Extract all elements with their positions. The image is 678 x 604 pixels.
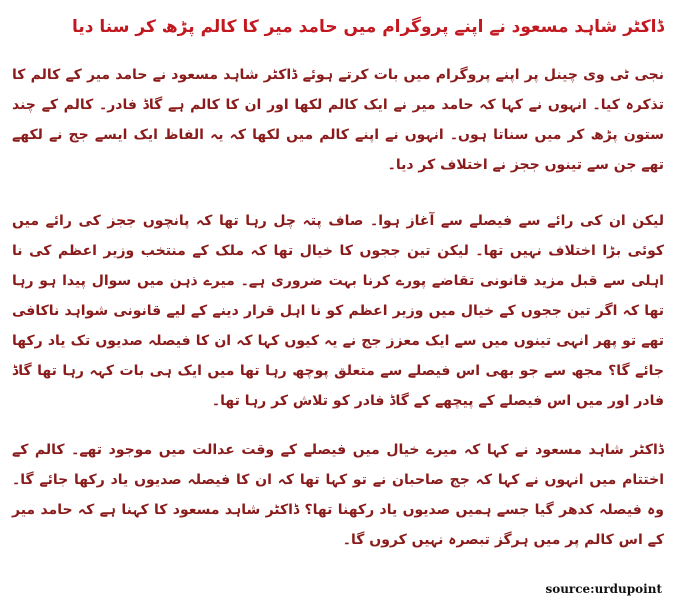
article-paragraph-2: لیکن ان کی رائے سے فیصلے سے آغاز ہوا۔ صاف پتہ چل رہا تھا کہ پانچوں ججز کی رائے میں کوئی بڑا اختلاف نہیں تھا۔ لیکن تین ججوں کا خیال تھا کہ ملک کے منتخب وزیر اعظم کی نا اہلی سے قبل مزید قانونی تقاضے پورے کرنا بہت ضروری ہے۔ میرے ذہن میں سوال پیدا ہو رہا تھا کہ اگر تین ججوں کے خیال میں وزیر اعظم کو نا اہل قرار دینے کے لیے قانونی شواہد ناکافی تھے تو پھر انہی تینوں میں سے ایک معزز جج نے یہ کیوں کہا کہ ان کا فیصلہ صدیوں تک یاد رکھا جائے گا؟ مجھ سے جو بھی اس فیصلے سے متعلق پوچھ رہا تھا میں ایک ہی بات کہہ رہا تھا گاڈ فادر اور میں اس فیصلے کے پیچھے کے گاڈ فادر کو تلاش کر رہا تھا۔	[12, 213, 664, 409]
article-paragraph-1: نجی ٹی وی چینل پر اپنے پروگرام میں بات کرتے ہوئے ڈاکٹر شاہد مسعود نے حامد میر کے کالم کا تذکرہ کیا۔ انہوں نے کہا کہ حامد میر نے ایک کالم لکھا اور ان کا کالم ہے گاڈ فادر۔ کالم کے چند ستون پڑھ کر میں سناتا ہوں۔ انہوں نے اپنے کالم میں لکھا کہ یہ الفاظ ایک ایسے جج نے لکھے تھے جن سے تینوں ججز نے اختلاف کر دیا۔	[12, 67, 664, 173]
article-headline: ڈاکٹر شاہد مسعود نے اپنے پروگرام میں حامد میر کا کالم پڑھ کر سنا دیا	[72, 17, 664, 37]
article	[4, 0, 672, 604]
source-credit: source:urdupoint	[545, 582, 662, 596]
article-paragraph-3: ڈاکٹر شاہد مسعود نے کہا کہ میرے خیال میں فیصلے کے وقت عدالت میں موجود تھے۔ کالم کے اختتام میں انہوں نے کہا کہ جج صاحبان نے تو کہا تھا کہ ان کا فیصلہ صدیوں یاد رکھا جائے گا۔ وہ فیصلہ کدھر گیا جسے ہمیں صدیوں یاد رکھنا تھا؟ ڈاکٹر شاہد مسعود کا کہنا ہے کہ حامد میر کے اس کالم پر میں ہرگز تبصرہ نہیں کروں گا۔	[12, 442, 664, 548]
